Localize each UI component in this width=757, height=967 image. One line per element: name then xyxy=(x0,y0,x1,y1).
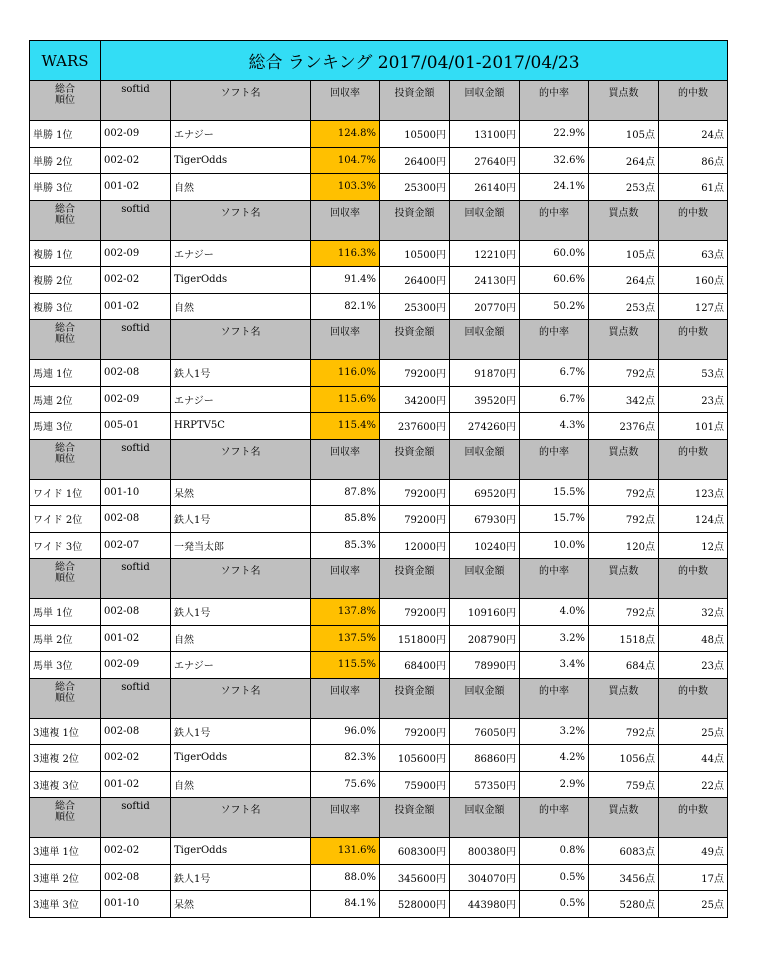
return-amount-cell: 12210円 xyxy=(450,240,520,267)
hit-count-cell: 86点 xyxy=(659,147,728,174)
investment-cell: 26400円 xyxy=(380,267,450,294)
investment-cell: 79200円 xyxy=(380,479,450,506)
header-hit-count: 的中数 xyxy=(659,320,728,360)
recovery-rate-cell: 82.1% xyxy=(311,293,380,320)
hit-rate-cell: 0.5% xyxy=(520,891,589,918)
softid-cell: 002-08 xyxy=(101,864,171,891)
table-row xyxy=(30,891,728,918)
header-investment: 投資金額 xyxy=(380,678,450,718)
header-row xyxy=(30,320,728,360)
recovery-rate-cell: 85.3% xyxy=(311,532,380,559)
header-return-amount: 回収金額 xyxy=(450,320,520,360)
bet-points-cell: 684点 xyxy=(589,652,659,679)
return-amount-cell: 26140円 xyxy=(450,174,520,201)
header-return-amount: 回収金額 xyxy=(450,798,520,838)
hit-rate-cell: 2.9% xyxy=(520,771,589,798)
header-soft-name: ソフト名 xyxy=(171,320,311,360)
header-recovery-rate: 回収率 xyxy=(311,559,380,599)
investment-cell: 151800円 xyxy=(380,625,450,652)
header-row xyxy=(30,439,728,479)
header-soft-name: ソフト名 xyxy=(171,678,311,718)
softid-cell: 002-09 xyxy=(101,652,171,679)
header-bet-points: 買点数 xyxy=(589,200,659,240)
table-row xyxy=(30,771,728,798)
header-investment: 投資金額 xyxy=(380,798,450,838)
table-row xyxy=(30,121,728,148)
bet-points-cell: 253点 xyxy=(589,293,659,320)
rank-cell: 単勝 3位 xyxy=(30,174,101,201)
softid-cell: 002-02 xyxy=(101,745,171,772)
header-recovery-rate: 回収率 xyxy=(311,798,380,838)
title-row xyxy=(30,41,728,81)
recovery-rate-cell: 115.6% xyxy=(311,386,380,413)
recovery-rate-cell: 131.6% xyxy=(311,838,380,865)
rank-cell: ワイド 3位 xyxy=(30,532,101,559)
header-hit-count: 的中数 xyxy=(659,200,728,240)
soft-name-cell: 呆然 xyxy=(171,891,311,918)
hit-rate-cell: 6.7% xyxy=(520,386,589,413)
header-softid: softid xyxy=(101,439,171,479)
header-row xyxy=(30,678,728,718)
hit-count-cell: 23点 xyxy=(659,652,728,679)
recovery-rate-cell: 137.5% xyxy=(311,625,380,652)
hit-rate-cell: 3.2% xyxy=(520,718,589,745)
header-bet-points: 買点数 xyxy=(589,559,659,599)
table-row xyxy=(30,240,728,267)
hit-count-cell: 22点 xyxy=(659,771,728,798)
header-hit-rate: 的中率 xyxy=(520,81,589,121)
bet-points-cell: 792点 xyxy=(589,718,659,745)
return-amount-cell: 78990円 xyxy=(450,652,520,679)
soft-name-cell: TigerOdds xyxy=(171,267,311,294)
bet-points-cell: 105点 xyxy=(589,240,659,267)
hit-count-cell: 124点 xyxy=(659,506,728,533)
header-hit-count: 的中数 xyxy=(659,439,728,479)
header-rank: 総合 順位 xyxy=(30,559,101,599)
header-hit-count: 的中数 xyxy=(659,559,728,599)
softid-cell: 002-08 xyxy=(101,718,171,745)
soft-name-cell: エナジー xyxy=(171,240,311,267)
soft-name-cell: 自然 xyxy=(171,771,311,798)
rank-cell: 3連複 2位 xyxy=(30,745,101,772)
return-amount-cell: 27640円 xyxy=(450,147,520,174)
hit-rate-cell: 0.5% xyxy=(520,864,589,891)
soft-name-cell: 鉄人1号 xyxy=(171,718,311,745)
header-bet-points: 買点数 xyxy=(589,439,659,479)
table-row xyxy=(30,479,728,506)
header-rank: 総合 順位 xyxy=(30,200,101,240)
investment-cell: 12000円 xyxy=(380,532,450,559)
soft-name-cell: 自然 xyxy=(171,293,311,320)
header-row xyxy=(30,559,728,599)
hit-count-cell: 101点 xyxy=(659,413,728,440)
recovery-rate-cell: 96.0% xyxy=(311,718,380,745)
header-return-amount: 回収金額 xyxy=(450,439,520,479)
recovery-rate-cell: 87.8% xyxy=(311,479,380,506)
rank-cell: 3連複 3位 xyxy=(30,771,101,798)
investment-cell: 34200円 xyxy=(380,386,450,413)
soft-name-cell: 鉄人1号 xyxy=(171,506,311,533)
header-recovery-rate: 回収率 xyxy=(311,678,380,718)
table-row xyxy=(30,864,728,891)
return-amount-cell: 76050円 xyxy=(450,718,520,745)
investment-cell: 79200円 xyxy=(380,718,450,745)
rank-cell: 3連単 1位 xyxy=(30,838,101,865)
header-soft-name: ソフト名 xyxy=(171,81,311,121)
recovery-rate-cell: 82.3% xyxy=(311,745,380,772)
header-soft-name: ソフト名 xyxy=(171,200,311,240)
header-hit-count: 的中数 xyxy=(659,81,728,121)
table-row xyxy=(30,745,728,772)
investment-cell: 25300円 xyxy=(380,293,450,320)
investment-cell: 105600円 xyxy=(380,745,450,772)
hit-rate-cell: 10.0% xyxy=(520,532,589,559)
header-investment: 投資金額 xyxy=(380,81,450,121)
header-softid: softid xyxy=(101,559,171,599)
header-bet-points: 買点数 xyxy=(589,320,659,360)
ranking-table-body xyxy=(30,41,728,918)
header-bet-points: 買点数 xyxy=(589,798,659,838)
bet-points-cell: 2376点 xyxy=(589,413,659,440)
table-row xyxy=(30,413,728,440)
hit-count-cell: 49点 xyxy=(659,838,728,865)
hit-rate-cell: 3.4% xyxy=(520,652,589,679)
softid-cell: 005-01 xyxy=(101,413,171,440)
rank-cell: 3連単 2位 xyxy=(30,864,101,891)
bet-points-cell: 792点 xyxy=(589,479,659,506)
hit-rate-cell: 24.1% xyxy=(520,174,589,201)
hit-rate-cell: 4.2% xyxy=(520,745,589,772)
recovery-rate-cell: 75.6% xyxy=(311,771,380,798)
rank-cell: 馬連 2位 xyxy=(30,386,101,413)
header-softid: softid xyxy=(101,678,171,718)
rank-cell: 3連複 1位 xyxy=(30,718,101,745)
soft-name-cell: 呆然 xyxy=(171,479,311,506)
return-amount-cell: 91870円 xyxy=(450,360,520,387)
hit-count-cell: 25点 xyxy=(659,891,728,918)
investment-cell: 75900円 xyxy=(380,771,450,798)
table-row xyxy=(30,267,728,294)
header-soft-name: ソフト名 xyxy=(171,798,311,838)
investment-cell: 237600円 xyxy=(380,413,450,440)
bet-points-cell: 3456点 xyxy=(589,864,659,891)
softid-cell: 002-08 xyxy=(101,599,171,626)
header-hit-rate: 的中率 xyxy=(520,320,589,360)
soft-name-cell: TigerOdds xyxy=(171,745,311,772)
header-rank: 総合 順位 xyxy=(30,678,101,718)
rank-cell: 馬連 1位 xyxy=(30,360,101,387)
bet-points-cell: 342点 xyxy=(589,386,659,413)
hit-rate-cell: 32.6% xyxy=(520,147,589,174)
rank-cell: 単勝 2位 xyxy=(30,147,101,174)
investment-cell: 608300円 xyxy=(380,838,450,865)
soft-name-cell: エナジー xyxy=(171,652,311,679)
rank-cell: 馬単 1位 xyxy=(30,599,101,626)
investment-cell: 26400円 xyxy=(380,147,450,174)
table-row xyxy=(30,652,728,679)
recovery-rate-cell: 103.3% xyxy=(311,174,380,201)
header-hit-rate: 的中率 xyxy=(520,439,589,479)
bet-points-cell: 120点 xyxy=(589,532,659,559)
soft-name-cell: エナジー xyxy=(171,121,311,148)
return-amount-cell: 10240円 xyxy=(450,532,520,559)
header-bet-points: 買点数 xyxy=(589,678,659,718)
return-amount-cell: 57350円 xyxy=(450,771,520,798)
table-row xyxy=(30,838,728,865)
bet-points-cell: 105点 xyxy=(589,121,659,148)
softid-cell: 002-02 xyxy=(101,838,171,865)
return-amount-cell: 13100円 xyxy=(450,121,520,148)
hit-count-cell: 160点 xyxy=(659,267,728,294)
hit-rate-cell: 4.3% xyxy=(520,413,589,440)
recovery-rate-cell: 137.8% xyxy=(311,599,380,626)
hit-count-cell: 23点 xyxy=(659,386,728,413)
bet-points-cell: 264点 xyxy=(589,267,659,294)
softid-cell: 001-02 xyxy=(101,174,171,201)
hit-rate-cell: 6.7% xyxy=(520,360,589,387)
softid-cell: 002-08 xyxy=(101,506,171,533)
bet-points-cell: 759点 xyxy=(589,771,659,798)
table-row xyxy=(30,147,728,174)
return-amount-cell: 274260円 xyxy=(450,413,520,440)
soft-name-cell: HRPTV5C xyxy=(171,413,311,440)
header-softid: softid xyxy=(101,200,171,240)
recovery-rate-cell: 104.7% xyxy=(311,147,380,174)
hit-rate-cell: 50.2% xyxy=(520,293,589,320)
soft-name-cell: 鉄人1号 xyxy=(171,360,311,387)
header-investment: 投資金額 xyxy=(380,320,450,360)
investment-cell: 68400円 xyxy=(380,652,450,679)
hit-count-cell: 53点 xyxy=(659,360,728,387)
hit-count-cell: 32点 xyxy=(659,599,728,626)
table-row xyxy=(30,718,728,745)
hit-count-cell: 24点 xyxy=(659,121,728,148)
bet-points-cell: 792点 xyxy=(589,360,659,387)
header-investment: 投資金額 xyxy=(380,439,450,479)
rank-cell: 単勝 1位 xyxy=(30,121,101,148)
softid-cell: 001-10 xyxy=(101,479,171,506)
investment-cell: 79200円 xyxy=(380,360,450,387)
header-rank: 総合 順位 xyxy=(30,81,101,121)
soft-name-cell: 自然 xyxy=(171,625,311,652)
investment-cell: 25300円 xyxy=(380,174,450,201)
header-row xyxy=(30,798,728,838)
hit-count-cell: 17点 xyxy=(659,864,728,891)
return-amount-cell: 800380円 xyxy=(450,838,520,865)
header-hit-rate: 的中率 xyxy=(520,798,589,838)
rank-cell: 3連単 3位 xyxy=(30,891,101,918)
bet-points-cell: 253点 xyxy=(589,174,659,201)
investment-cell: 79200円 xyxy=(380,506,450,533)
softid-cell: 002-02 xyxy=(101,267,171,294)
soft-name-cell: TigerOdds xyxy=(171,838,311,865)
page-title: 総合 ランキング 2017/04/01-2017/04/23 xyxy=(101,41,728,81)
header-hit-rate: 的中率 xyxy=(520,200,589,240)
softid-cell: 001-10 xyxy=(101,891,171,918)
hit-count-cell: 12点 xyxy=(659,532,728,559)
softid-cell: 002-02 xyxy=(101,147,171,174)
header-recovery-rate: 回収率 xyxy=(311,81,380,121)
investment-cell: 10500円 xyxy=(380,240,450,267)
header-soft-name: ソフト名 xyxy=(171,559,311,599)
table-row xyxy=(30,174,728,201)
rank-cell: 複勝 3位 xyxy=(30,293,101,320)
bet-points-cell: 1518点 xyxy=(589,625,659,652)
return-amount-cell: 109160円 xyxy=(450,599,520,626)
bet-points-cell: 6083点 xyxy=(589,838,659,865)
hit-rate-cell: 3.2% xyxy=(520,625,589,652)
hit-count-cell: 127点 xyxy=(659,293,728,320)
header-soft-name: ソフト名 xyxy=(171,439,311,479)
investment-cell: 345600円 xyxy=(380,864,450,891)
soft-name-cell: 鉄人1号 xyxy=(171,599,311,626)
header-softid: softid xyxy=(101,798,171,838)
return-amount-cell: 86860円 xyxy=(450,745,520,772)
investment-cell: 528000円 xyxy=(380,891,450,918)
hit-rate-cell: 15.7% xyxy=(520,506,589,533)
return-amount-cell: 39520円 xyxy=(450,386,520,413)
ranking-table xyxy=(29,40,728,918)
header-recovery-rate: 回収率 xyxy=(311,200,380,240)
table-row xyxy=(30,532,728,559)
soft-name-cell: 一発当太郎 xyxy=(171,532,311,559)
table-row xyxy=(30,625,728,652)
header-row xyxy=(30,81,728,121)
softid-cell: 001-02 xyxy=(101,771,171,798)
header-investment: 投資金額 xyxy=(380,200,450,240)
header-return-amount: 回収金額 xyxy=(450,559,520,599)
hit-rate-cell: 22.9% xyxy=(520,121,589,148)
header-recovery-rate: 回収率 xyxy=(311,320,380,360)
recovery-rate-cell: 91.4% xyxy=(311,267,380,294)
hit-count-cell: 61点 xyxy=(659,174,728,201)
rank-cell: ワイド 1位 xyxy=(30,479,101,506)
recovery-rate-cell: 116.3% xyxy=(311,240,380,267)
softid-cell: 002-09 xyxy=(101,240,171,267)
table-row xyxy=(30,599,728,626)
header-hit-count: 的中数 xyxy=(659,798,728,838)
header-rank: 総合 順位 xyxy=(30,320,101,360)
table-row xyxy=(30,386,728,413)
hit-rate-cell: 60.6% xyxy=(520,267,589,294)
header-recovery-rate: 回収率 xyxy=(311,439,380,479)
bet-points-cell: 264点 xyxy=(589,147,659,174)
softid-cell: 001-02 xyxy=(101,625,171,652)
hit-count-cell: 123点 xyxy=(659,479,728,506)
recovery-rate-cell: 116.0% xyxy=(311,360,380,387)
soft-name-cell: 鉄人1号 xyxy=(171,864,311,891)
bet-points-cell: 792点 xyxy=(589,506,659,533)
softid-cell: 002-08 xyxy=(101,360,171,387)
recovery-rate-cell: 124.8% xyxy=(311,121,380,148)
hit-rate-cell: 0.8% xyxy=(520,838,589,865)
return-amount-cell: 20770円 xyxy=(450,293,520,320)
hit-rate-cell: 15.5% xyxy=(520,479,589,506)
hit-count-cell: 25点 xyxy=(659,718,728,745)
investment-cell: 10500円 xyxy=(380,121,450,148)
softid-cell: 002-09 xyxy=(101,121,171,148)
header-hit-rate: 的中率 xyxy=(520,678,589,718)
header-rank: 総合 順位 xyxy=(30,439,101,479)
header-return-amount: 回収金額 xyxy=(450,200,520,240)
investment-cell: 79200円 xyxy=(380,599,450,626)
return-amount-cell: 24130円 xyxy=(450,267,520,294)
hit-count-cell: 44点 xyxy=(659,745,728,772)
recovery-rate-cell: 115.5% xyxy=(311,652,380,679)
title-left-cell: WARS xyxy=(30,41,101,81)
header-rank: 総合 順位 xyxy=(30,798,101,838)
header-hit-rate: 的中率 xyxy=(520,559,589,599)
rank-cell: 馬連 3位 xyxy=(30,413,101,440)
softid-cell: 002-09 xyxy=(101,386,171,413)
bet-points-cell: 792点 xyxy=(589,599,659,626)
header-investment: 投資金額 xyxy=(380,559,450,599)
table-row xyxy=(30,360,728,387)
return-amount-cell: 67930円 xyxy=(450,506,520,533)
soft-name-cell: エナジー xyxy=(171,386,311,413)
hit-count-cell: 48点 xyxy=(659,625,728,652)
rank-cell: 馬単 2位 xyxy=(30,625,101,652)
rank-cell: 複勝 1位 xyxy=(30,240,101,267)
hit-count-cell: 63点 xyxy=(659,240,728,267)
bet-points-cell: 1056点 xyxy=(589,745,659,772)
header-return-amount: 回収金額 xyxy=(450,81,520,121)
rank-cell: 馬単 3位 xyxy=(30,652,101,679)
header-softid: softid xyxy=(101,81,171,121)
hit-rate-cell: 60.0% xyxy=(520,240,589,267)
softid-cell: 001-02 xyxy=(101,293,171,320)
soft-name-cell: 自然 xyxy=(171,174,311,201)
recovery-rate-cell: 85.8% xyxy=(311,506,380,533)
return-amount-cell: 304070円 xyxy=(450,864,520,891)
bet-points-cell: 5280点 xyxy=(589,891,659,918)
softid-cell: 002-07 xyxy=(101,532,171,559)
soft-name-cell: TigerOdds xyxy=(171,147,311,174)
hit-rate-cell: 4.0% xyxy=(520,599,589,626)
header-bet-points: 買点数 xyxy=(589,81,659,121)
header-hit-count: 的中数 xyxy=(659,678,728,718)
recovery-rate-cell: 84.1% xyxy=(311,891,380,918)
header-return-amount: 回収金額 xyxy=(450,678,520,718)
return-amount-cell: 69520円 xyxy=(450,479,520,506)
recovery-rate-cell: 88.0% xyxy=(311,864,380,891)
recovery-rate-cell: 115.4% xyxy=(311,413,380,440)
return-amount-cell: 443980円 xyxy=(450,891,520,918)
header-row xyxy=(30,200,728,240)
rank-cell: ワイド 2位 xyxy=(30,506,101,533)
return-amount-cell: 208790円 xyxy=(450,625,520,652)
header-softid: softid xyxy=(101,320,171,360)
table-row xyxy=(30,506,728,533)
table-row xyxy=(30,293,728,320)
rank-cell: 複勝 2位 xyxy=(30,267,101,294)
